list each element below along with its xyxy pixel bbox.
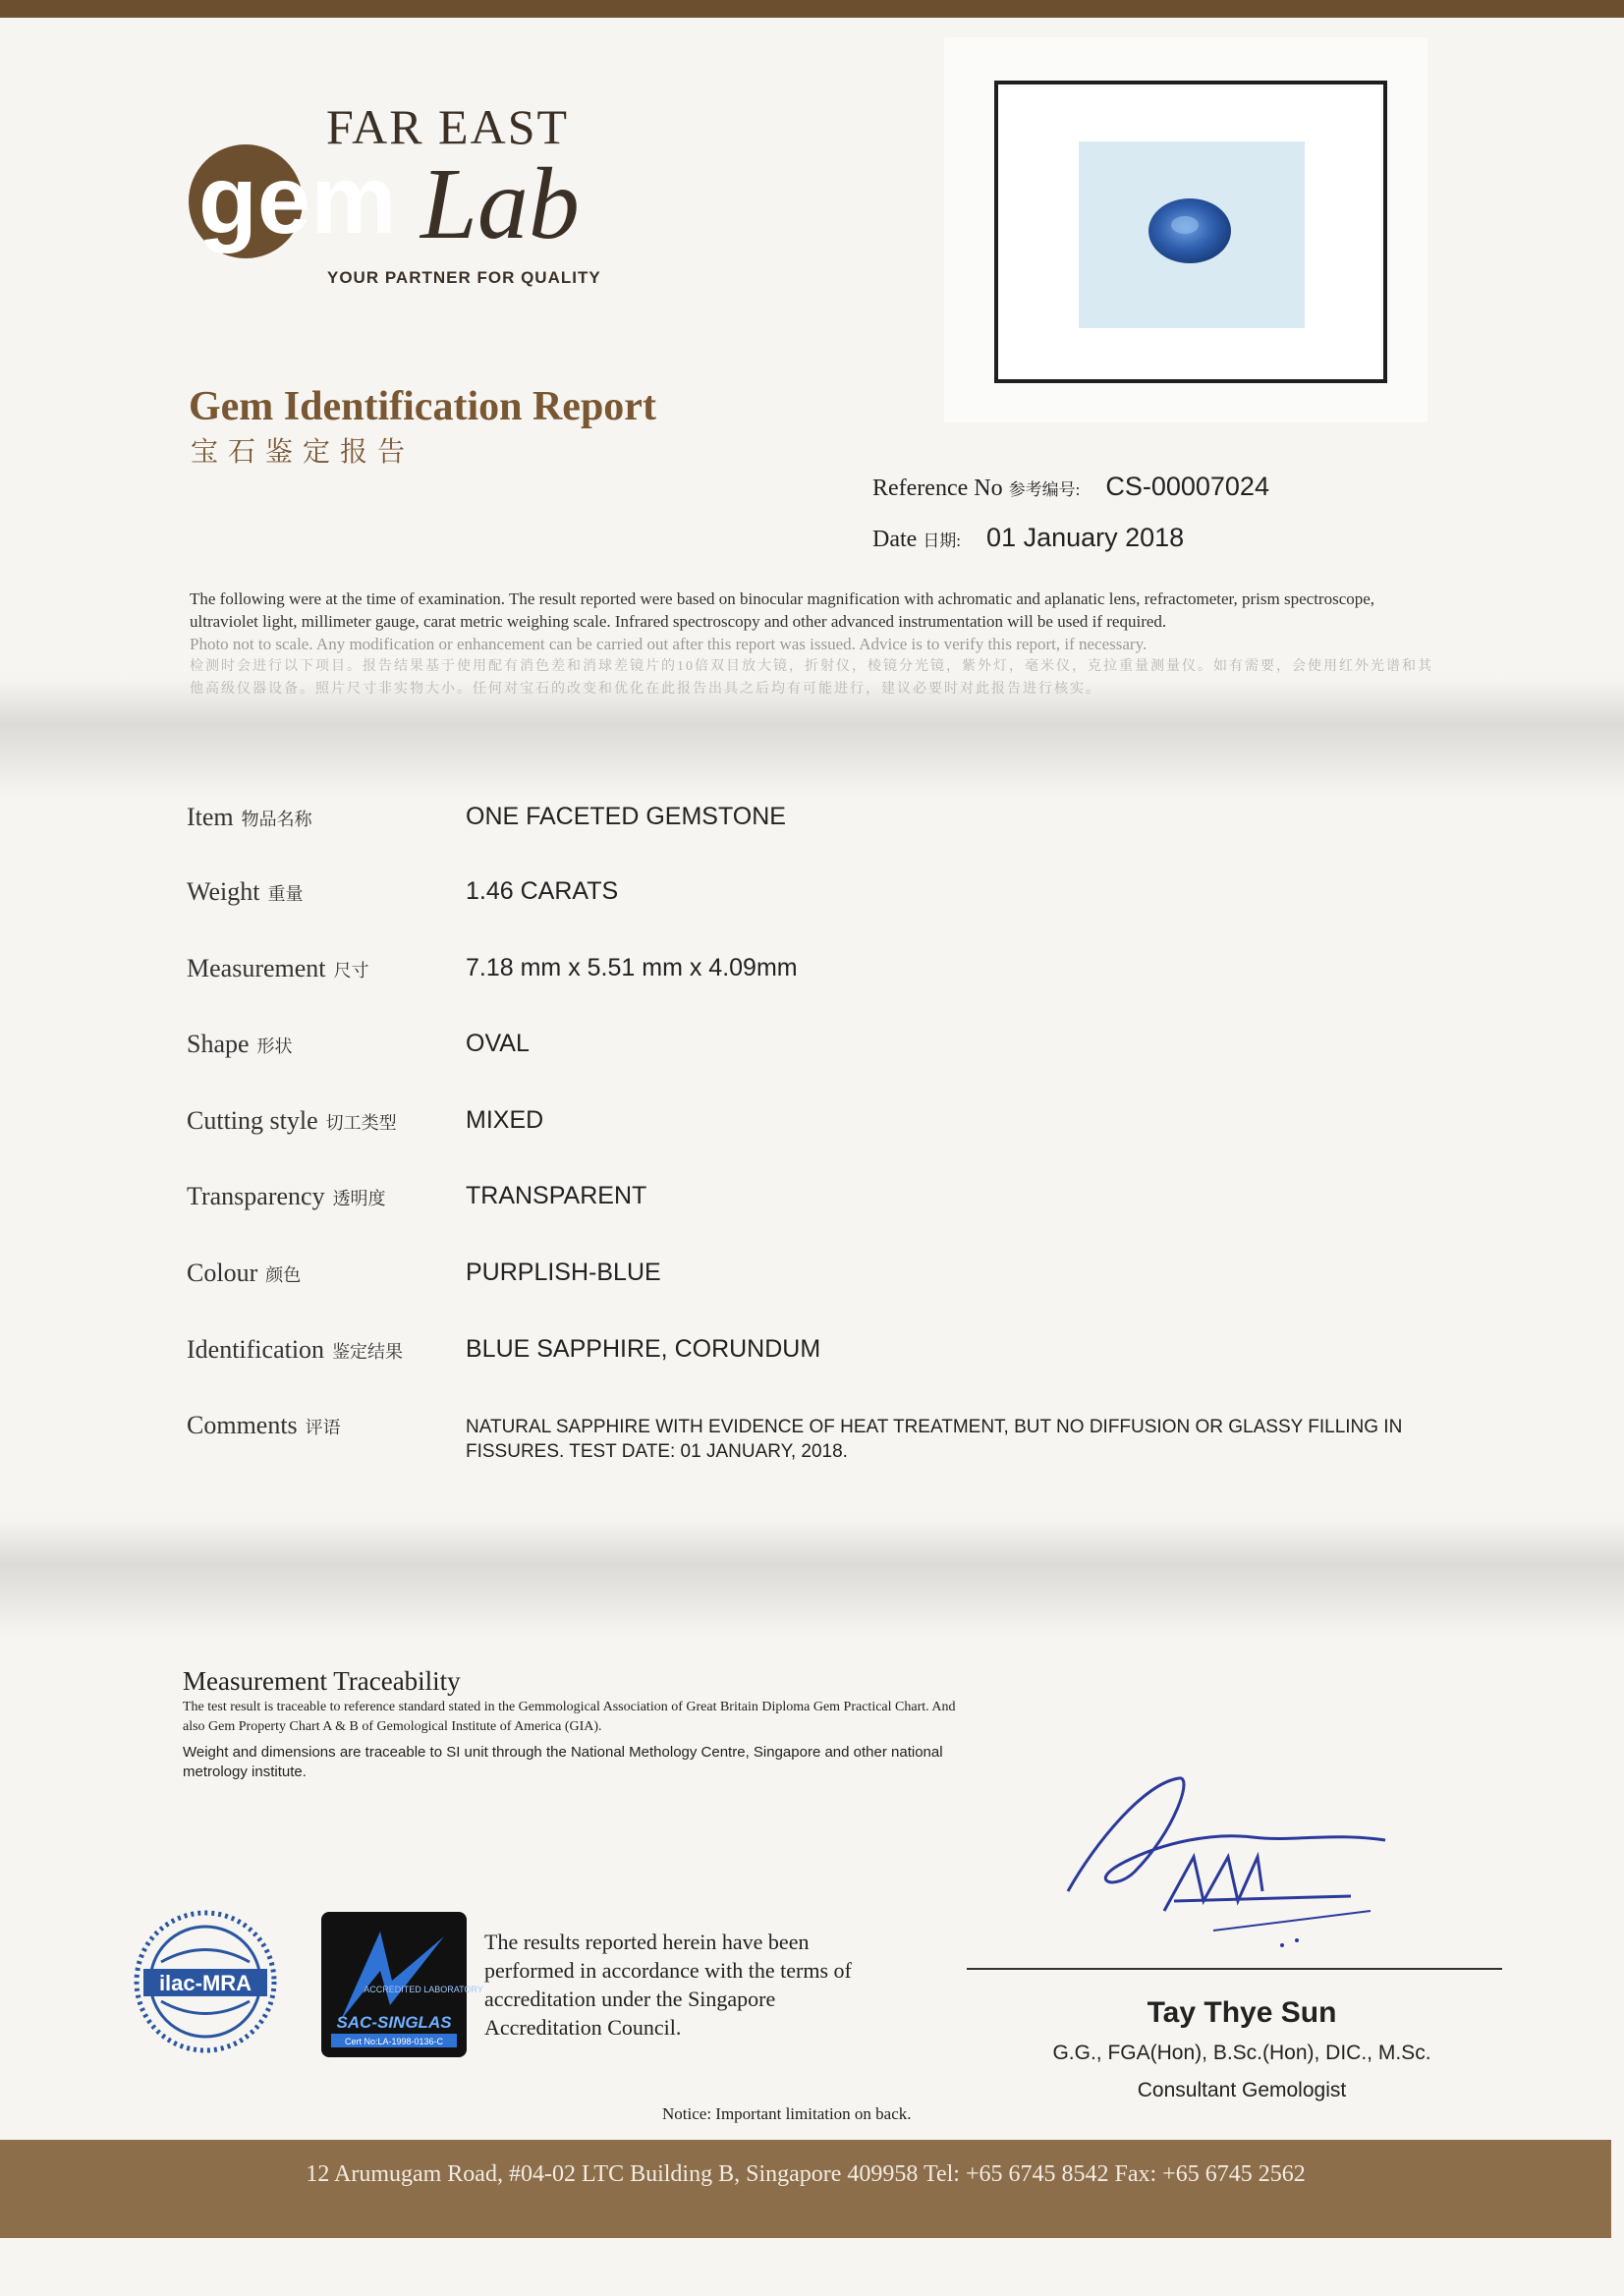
detail-label: Colour 颜色	[187, 1259, 302, 1287]
detail-row-transparency	[187, 1182, 1464, 1221]
detail-value: MIXED	[466, 1106, 544, 1134]
logo-gem-mark	[187, 142, 432, 260]
date-label-chinese: 日期:	[923, 532, 962, 550]
traceability-title: Measurement Traceability	[183, 1666, 461, 1696]
signatory-qualifications: G.G., FGA(Hon), B.Sc.(Hon), DIC., M.Sc.	[1052, 2042, 1431, 2064]
detail-row-item	[187, 803, 1464, 842]
detail-value: ONE FACETED GEMSTONE	[466, 803, 786, 830]
logo-tagline: YOUR PARTNER FOR QUALITY	[327, 268, 601, 287]
gem-photo-background	[1079, 141, 1305, 328]
photo-disclaimer: Photo not to scale. Any modification or enhancement can be carried out after this report was issued. Advice is to verify this report, if necessary.	[190, 635, 1148, 653]
logo-lab-text: Lab	[420, 147, 580, 260]
footer-address: 12 Arumugam Road, #04-02 LTC Building B, Singapore 409958 Tel: +65 6745 8542 Fax: +65 6745 2562	[306, 2161, 1306, 2187]
report-date	[872, 523, 1184, 553]
sac-accredited-text: ACCREDITED LABORATORY	[364, 1985, 483, 1994]
detail-value: OVAL	[466, 1030, 530, 1057]
ilac-mra-logo	[132, 1908, 279, 2055]
traceability-text: The test result is traceable to reference standard stated in the Gemmological Association of Great Britain Diploma Gem Practical Chart. And also Gem Property Chart A & B of Gemological Institute of America (GIA).	[183, 1700, 956, 1734]
footer-band	[0, 2140, 1611, 2238]
logo-gem-text: gem	[198, 145, 397, 253]
top-band	[0, 0, 1624, 18]
reference-label: Reference No	[872, 476, 1003, 501]
detail-label: Measurement 尺寸	[187, 954, 369, 982]
detail-label: Item 物品名称	[187, 803, 312, 831]
signatory-name: Tay Thye Sun	[1147, 1996, 1337, 2029]
detail-value: 1.46 CARATS	[466, 877, 619, 905]
notice-text: Notice: Important limitation on back.	[662, 2104, 912, 2123]
date-value: 01 January 2018	[986, 523, 1185, 552]
reference-value: CS-00007024	[1105, 472, 1269, 501]
examination-text: The following were at the time of examination. The result reported were based on binocular magnification with achromatic and aplanatic lens, refractometer, prism spectroscope, ultraviolet light, millimeter gauge, carat metric weighing scale. Infrared spectroscopy and other advanced instrumentation will be used if required.	[190, 589, 1375, 631]
detail-row-measurement	[187, 954, 1464, 993]
sapphire-photo	[1146, 196, 1234, 266]
traceability-text-si: Weight and dimensions are traceable to SI unit through the National Methology Centre, Singapore and other national metrology institute.	[183, 1744, 943, 1780]
signatory-title: Consultant Gemologist	[1137, 2079, 1347, 2101]
detail-row-identification	[187, 1335, 1464, 1374]
handwritten-signature	[1056, 1764, 1400, 1960]
detail-value: 7.18 mm x 5.51 mm x 4.09mm	[466, 954, 798, 981]
paper-fold-shadow	[0, 1518, 1624, 1636]
date-label: Date	[872, 527, 918, 552]
detail-row-shape	[187, 1030, 1464, 1069]
detail-label: Comments 评语	[187, 1411, 341, 1439]
detail-label: Cutting style 切工类型	[187, 1106, 397, 1135]
detail-label: Transparency 透明度	[187, 1182, 386, 1210]
sac-singlas-logo	[321, 1912, 483, 2057]
gem-photo-frame	[994, 81, 1387, 383]
ilac-mra-text: ilac-MRA	[158, 1971, 252, 1995]
reference-number	[872, 472, 1269, 502]
detail-row-weight	[187, 877, 1464, 917]
sac-cert-number: Cert No:LA-1998-0136-C	[344, 2037, 444, 2046]
sac-singlas-text: SAC-SINGLAS	[336, 2013, 452, 2032]
signature-line	[967, 1968, 1502, 1970]
report-title-chinese: 宝石鉴定报告	[191, 437, 416, 468]
detail-value: BLUE SAPPHIRE, CORUNDUM	[466, 1335, 821, 1363]
reference-label-chinese: 参考编号:	[1008, 480, 1081, 499]
detail-value: TRANSPARENT	[466, 1182, 647, 1209]
detail-label: Identification 鉴定结果	[187, 1335, 404, 1364]
detail-label: Weight 重量	[187, 877, 304, 906]
far-east-gemlab-logo	[187, 98, 619, 295]
accreditation-statement: The results reported herein have been performed in accordance with the terms of accreditation under the Singapore Accreditation Council.	[484, 1930, 852, 2040]
detail-row-cutting-style	[187, 1106, 1464, 1146]
detail-row-comments	[187, 1411, 1464, 1462]
report-title: Gem Identification Report	[189, 384, 656, 429]
detail-value: PURPLISH-BLUE	[466, 1259, 661, 1286]
examination-text-chinese: 检测时会进行以下项目。报告结果基于使用配有消色差和消球差镜片的10倍双目放大镜，折射仪，棱镜分光镜，紫外灯，毫米仪，克拉重量测量仪。如有需要，会使用红外光谱和其他高级仪器设备。照片尺寸非实物大小。任何对宝石的改变和优化在此报告出具之后均有可能进行，建议必要时对此报告进行核实。	[190, 659, 1433, 697]
examination-notes	[190, 588, 1447, 700]
detail-row-colour	[187, 1259, 1464, 1298]
logo-far-east-text: FAR EAST	[326, 99, 570, 154]
detail-value: NATURAL SAPPHIRE WITH EVIDENCE OF HEAT TREATMENT, BUT NO DIFFUSION OR GLASSY FILLING IN FISSURES. TEST DATE: 01 JANUARY, 2018.	[466, 1417, 1403, 1462]
detail-label: Shape 形状	[187, 1030, 293, 1058]
